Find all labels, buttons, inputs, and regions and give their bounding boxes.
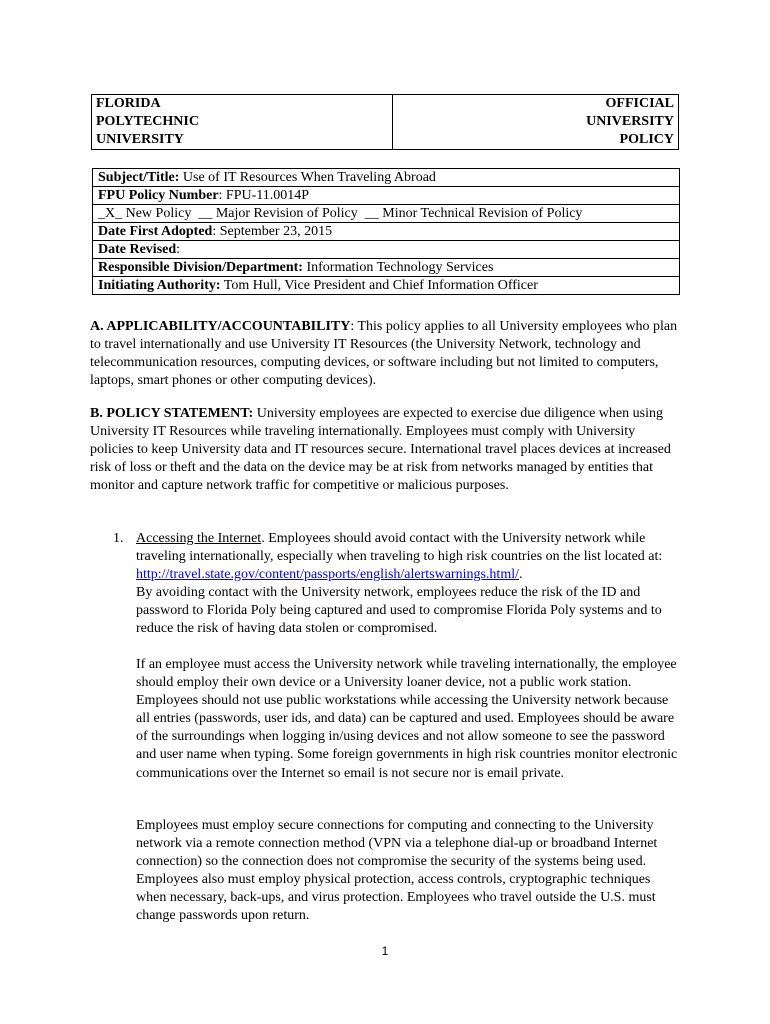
subject-label: Subject/Title: xyxy=(98,170,180,185)
policy-number-row xyxy=(93,187,680,205)
policy-header-table xyxy=(91,94,679,150)
list-item-title: Accessing the Internet xyxy=(136,531,262,546)
subject-value: Use of IT Resources When Traveling Abroad xyxy=(179,170,436,185)
subject-row xyxy=(93,169,680,187)
section-b-heading: B. POLICY STATEMENT: xyxy=(90,406,254,421)
authority-label: Initiating Authority: xyxy=(98,278,221,293)
policy-number-label: FPU Policy Number xyxy=(98,188,219,203)
division-value: Information Technology Services xyxy=(302,260,494,275)
section-b-paragraph xyxy=(90,405,680,495)
header-left-line: POLYTECHNIC xyxy=(96,114,199,129)
header-right-line: POLICY xyxy=(619,132,674,147)
revised-value: : xyxy=(176,242,181,257)
section-a-text: : This policy applies to all University employees who plan to travel internationally and use University IT Resources (the University Network, technology and telecommunication resources, computing devices, or software including but not limited to computers, laptops, smart phones or other computing devices). xyxy=(90,319,678,389)
adopted-row xyxy=(93,223,680,241)
policy-info-table xyxy=(92,168,680,295)
header-right-line: UNIVERSITY xyxy=(586,114,674,129)
item-text-after-link: . xyxy=(519,567,523,583)
authority-value: Tom Hull, Vice President and Chief Information Officer xyxy=(220,278,538,293)
header-left-line: FLORIDA xyxy=(96,96,161,111)
section-a-heading: A. APPLICABILITY/ACCOUNTABILITY xyxy=(90,319,351,334)
item-paragraph-3: Employees must employ secure connections for computing and connecting to the University network via a remote connection method (VPN via a telephone dial-up or broadband Internet connection) so the connection does not compromise the security of the systems being used. Employees also must employ physical protection, access controls, cryptographic techniques when necessary, back-ups, and virus protection. Employees who travel outside the U.S. must change passwords upon return. xyxy=(136,818,658,924)
section-a-paragraph xyxy=(90,318,680,390)
header-left-cell xyxy=(92,95,393,150)
revised-row xyxy=(93,241,680,259)
header-left-line: UNIVERSITY xyxy=(96,132,184,147)
adopted-value: : September 23, 2015 xyxy=(212,224,333,239)
item-paragraph-2: If an employee must access the University network while traveling internationally, the employee should employ their own device or a University loaner device, not a public work station. Employees should not use public workstations while accessing the University network because all entries (passwords, user ids, and data) can be captured and used. Employees should be aware of the surroundings when logging in/using devices and not allow someone to see the password and user name when typing. Some foreign governments in high risk countries monitor electronic communications over the Internet so email is not secure nor is email private. xyxy=(136,657,678,781)
policy-number-value: : FPU-11.0014P xyxy=(218,188,310,203)
section-b-text: University employees are expected to exercise due diligence when using University IT Resources while traveling internationally. Employees must comply with University policies to keep University data and IT resources secure. International travel places devices at increased risk of loss or theft and the data on the device may be at risk from networks managed by entities that monitor and capture network traffic for competitive or malicious purposes. xyxy=(90,406,671,494)
authority-row xyxy=(93,277,680,295)
adopted-label: Date First Adopted xyxy=(98,224,213,239)
item-text-continued: By avoiding contact with the University network, employees reduce the risk of the ID and password to Florida Poly being captured and used to compromise Florida Poly systems and to reduce the risk of having data stolen or compromised. xyxy=(136,585,662,637)
revision-row xyxy=(93,205,680,223)
header-right-cell xyxy=(393,95,679,150)
page-number: 1 xyxy=(381,944,389,958)
list-item-internet xyxy=(113,530,683,639)
revision-line: _X_ New Policy __ Major Revision of Policy __ Minor Technical Revision of Policy xyxy=(98,206,583,221)
header-right-line: OFFICIAL xyxy=(605,96,674,111)
travel-alerts-link[interactable]: http://travel.state.gov/content/passports/english/alertswarnings.html/ xyxy=(136,567,519,583)
revised-label: Date Revised xyxy=(98,242,177,257)
item-text-before-link: . Employees should avoid contact with the University network while traveling internationally, especially when traveling to high risk countries on the list located at: xyxy=(136,531,663,565)
division-row xyxy=(93,259,680,277)
list-item-number: 1. xyxy=(113,531,124,546)
division-label: Responsible Division/Department: xyxy=(98,260,303,275)
